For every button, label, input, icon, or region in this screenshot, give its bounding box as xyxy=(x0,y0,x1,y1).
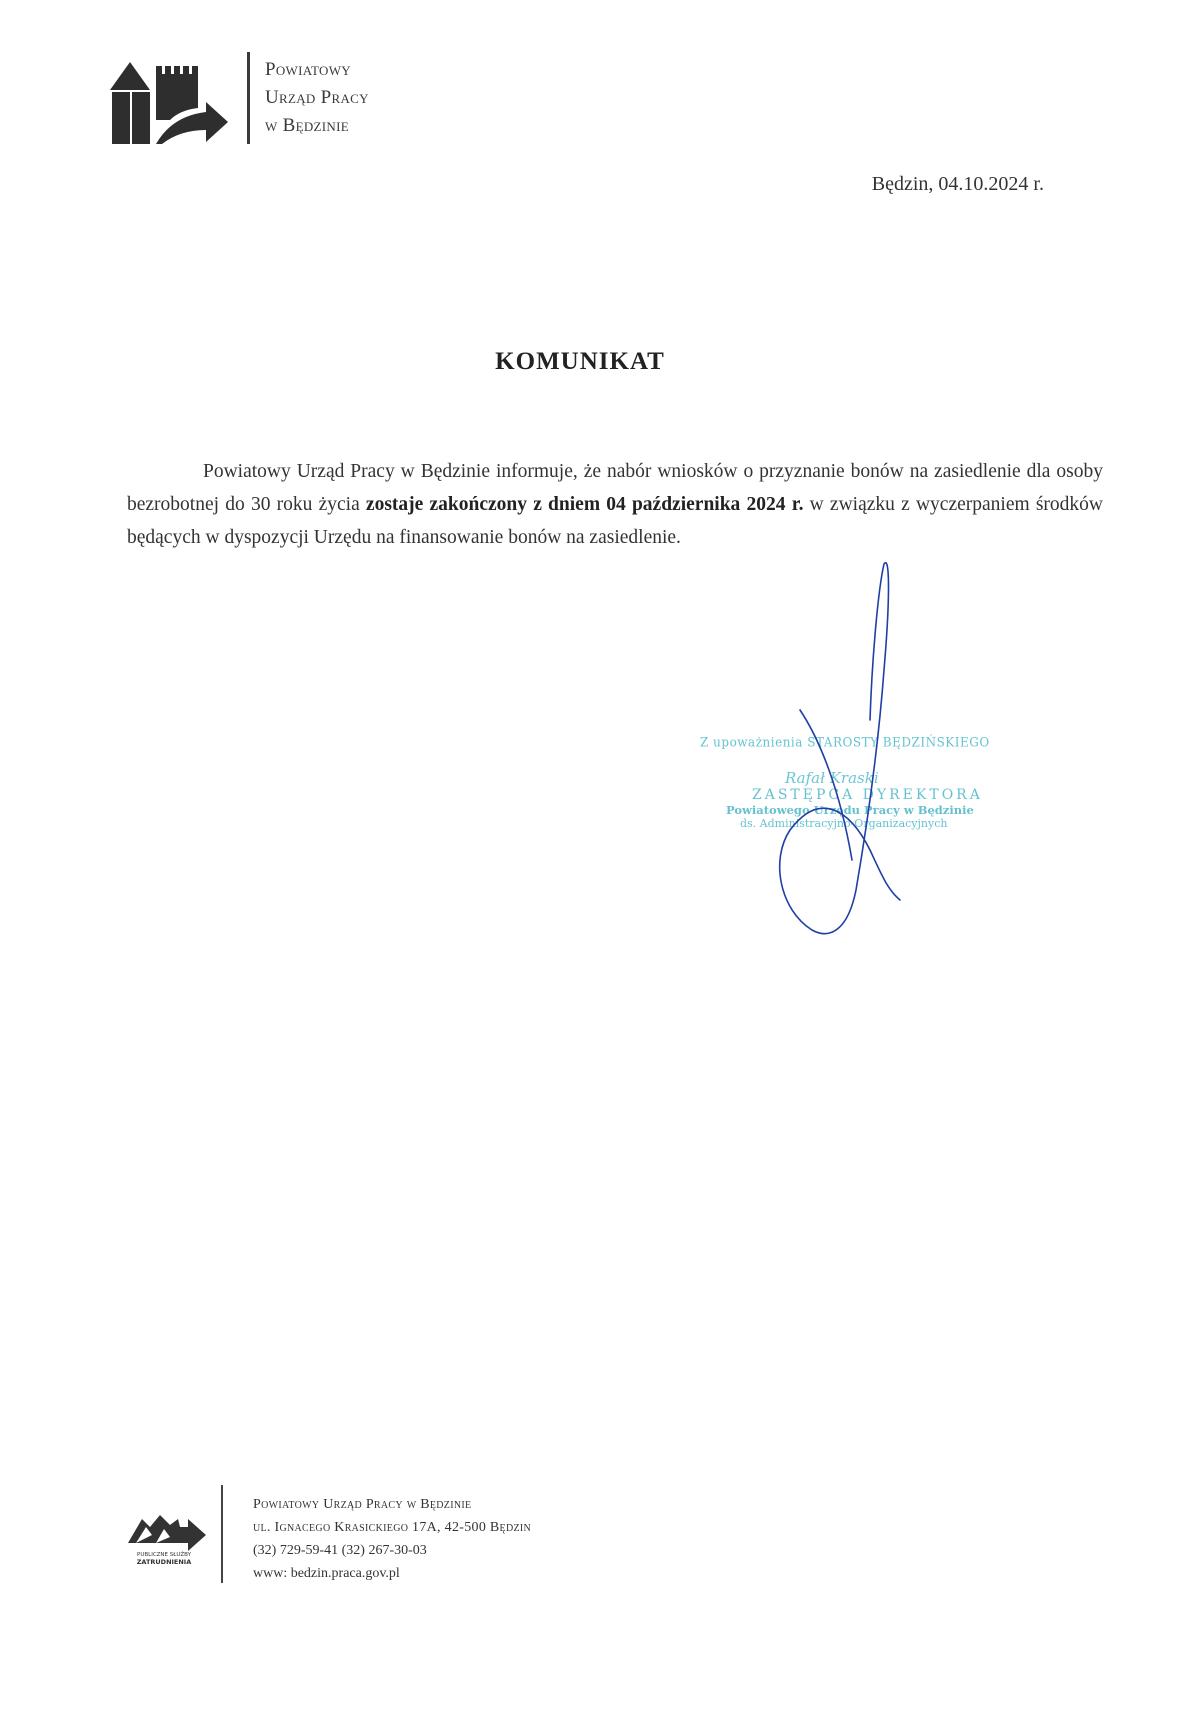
stamp-org: Powiatowego Urzędu Pracy w Będzinie xyxy=(726,803,974,817)
publiczne-sluzby-zatrudnienia-logo-icon xyxy=(120,1505,210,1571)
stamp-dept: ds. Administracyjno-Organizacyjnych xyxy=(740,817,948,830)
org-name-line1: Powiatowy xyxy=(265,59,351,80)
document-title: KOMUNIKAT xyxy=(495,348,665,375)
org-name-line2: Urząd Pracy xyxy=(265,87,369,108)
footer-phones: (32) 729-59-41 (32) 267-30-03 xyxy=(253,1543,427,1558)
castle-arrow-icon xyxy=(110,56,240,144)
stamp-signatory-name: Rafał Kraski xyxy=(785,769,879,787)
body-text-part1: Powiatowy Urząd Pracy w Będzinie informuje, że nabór wniosków o przyznanie bonów na zasiedlenie dla osoby bezrobotnej do 30 roku życia xyxy=(127,461,1103,515)
footer-logo-text-line1: PUBLICZNE SŁUŻBY xyxy=(137,1552,191,1558)
stamp-authorization: Z upoważnienia STAROSTY BĘDZIŃSKIEGO xyxy=(700,734,990,750)
logo-divider xyxy=(247,52,250,144)
footer-website[interactable]: www: bedzin.praca.gov.pl xyxy=(253,1566,400,1581)
body-text-part2: w związku z wyczerpaniem środków będących w dyspozycji Urzędu na finansowanie bonów na zasiedlenie. xyxy=(127,494,1104,548)
org-name-line3: w Będzinie xyxy=(265,115,349,136)
footer-contact xyxy=(253,1493,531,1585)
footer-address: ul. Ignacego Krasickiego 17A, 42-500 Będzin xyxy=(253,1520,532,1535)
document-body xyxy=(127,455,1103,554)
body-text-bold: zostaje zakończony z dniem 04 października 2024 r. xyxy=(365,494,804,515)
stamp-role: ZASTĘPCA DYREKTORA xyxy=(752,787,983,803)
footer xyxy=(120,1485,620,1585)
footer-divider xyxy=(221,1485,223,1583)
document-date: Będzin, 04.10.2024 r. xyxy=(871,173,1044,195)
header-logo xyxy=(110,52,510,152)
org-name xyxy=(265,56,369,140)
footer-logo-text-line2: ZATRUDNIENIA xyxy=(136,1558,192,1566)
handwritten-signature xyxy=(760,560,960,940)
footer-org-name: Powiatowy Urząd Pracy w Będzinie xyxy=(253,1497,472,1512)
